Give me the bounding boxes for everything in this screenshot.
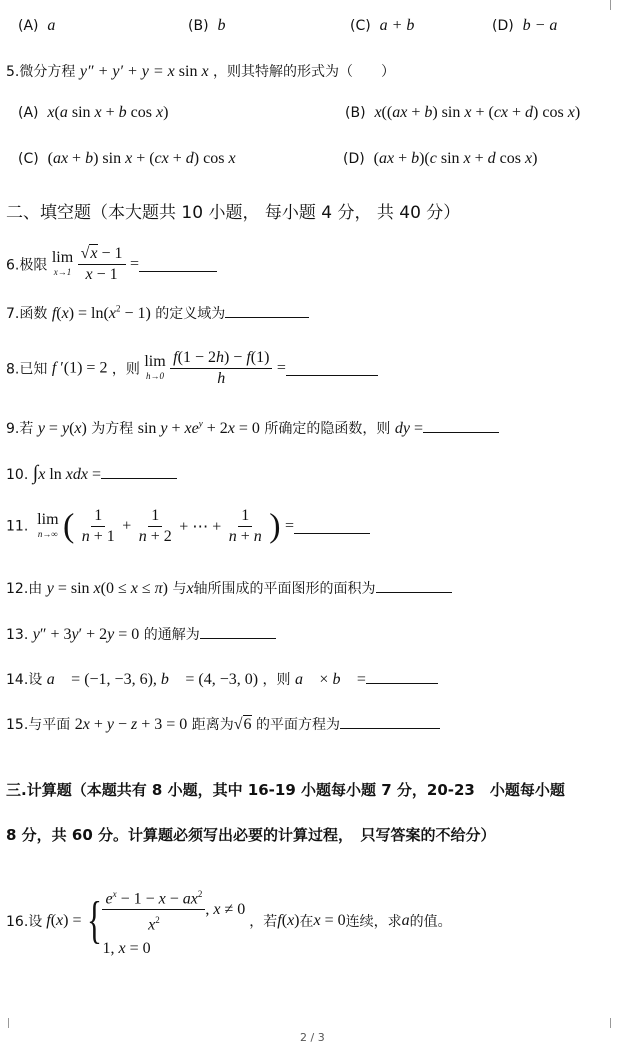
corner-mark-top-right bbox=[610, 0, 619, 10]
corner-mark-left bbox=[0, 1018, 9, 1028]
q5-option-d: (D) (ax + b)(c sin x + d cos x) bbox=[343, 150, 538, 167]
section-3-title-line1: 三.计算题（本题共有 8 小题，其中 16-19 小题每小题 7 分，20-23 小题每小题 bbox=[6, 781, 565, 799]
q5-stem: 5.微分方程 y″ + y′ + y = x sin x ，则其特解的形式为（ ） bbox=[6, 63, 396, 80]
q13: 13. y″ + 3y′ + 2y = 0 的通解为 bbox=[6, 624, 276, 644]
q11: 11. lim n→∞ ( $\frac{1}{n + 1}$ + $\frac{1}{n + 2}$ + ⋯ + $\frac{1}{n + n}$ ) = bbox=[6, 506, 370, 547]
q16: 16.设 f(x) = { $\frac{e^x - 1 - x - ax^2}{x^2}$ , x ≠ 0 1, x = 0 ，若 f(x) 在 x = 0 连续，求 a 的值。 bbox=[6, 884, 452, 958]
q5-option-b: (B) x((ax + b) sin x + (cx + d) cos x) bbox=[345, 104, 581, 121]
q15: 15.与平面 2x + y − z + 3 = 0 距离为√6 的平面方程为 bbox=[6, 714, 440, 734]
q5-option-c: (C) (ax + b) sin x + (cx + d) cos x bbox=[18, 150, 236, 167]
q8: 8.已知 f ′(1) = 2 ，则 lim h→0 $\frac{f(1 - 2h) - f(1)}{h}$ = bbox=[6, 348, 378, 389]
q4-option-c: (C) a + b bbox=[350, 17, 415, 34]
corner-mark-right bbox=[610, 1018, 619, 1028]
q4-option-a: (A) a bbox=[18, 17, 56, 34]
q14: 14.设 a⃗ = (−1, −3, 6), b⃗ = (4, −3, 0) ，则 a⃗ × b⃗ = bbox=[6, 669, 438, 689]
q4-option-d: (D) b − a bbox=[492, 17, 558, 34]
q4-option-b: (B) b bbox=[188, 17, 226, 34]
q12: 12.由 y = sin x(0 ≤ x ≤ π) 与x轴所围成的平面图形的面积为 bbox=[6, 578, 452, 598]
q10: 10. ∫x ln xdx = bbox=[6, 462, 177, 485]
section-3-title-line2: 8 分，共 60 分。计算题必须写出必要的计算过程， 只写答案的不给分） bbox=[6, 826, 496, 844]
q6: 6.极限 lim x→1 $\frac{√x - 1}{x - 1}$ = bbox=[6, 244, 217, 285]
page-number: 2 / 3 bbox=[300, 1031, 325, 1044]
q9: 9.若 y = y(x) 为方程 $\sin y + xe^y + 2x = 0$ 所确定的隐函数，则 dy = bbox=[6, 418, 499, 438]
section-2-title: 二、填空题（本大题共 10 小题， 每小题 4 分， 共 40 分） bbox=[6, 203, 461, 223]
q7: 7.函数 $f(x) = \ln(x^2 - 1)$ 的定义域为 bbox=[6, 303, 309, 323]
q5-option-a: (A) x(a sin x + b cos x) bbox=[18, 104, 169, 121]
